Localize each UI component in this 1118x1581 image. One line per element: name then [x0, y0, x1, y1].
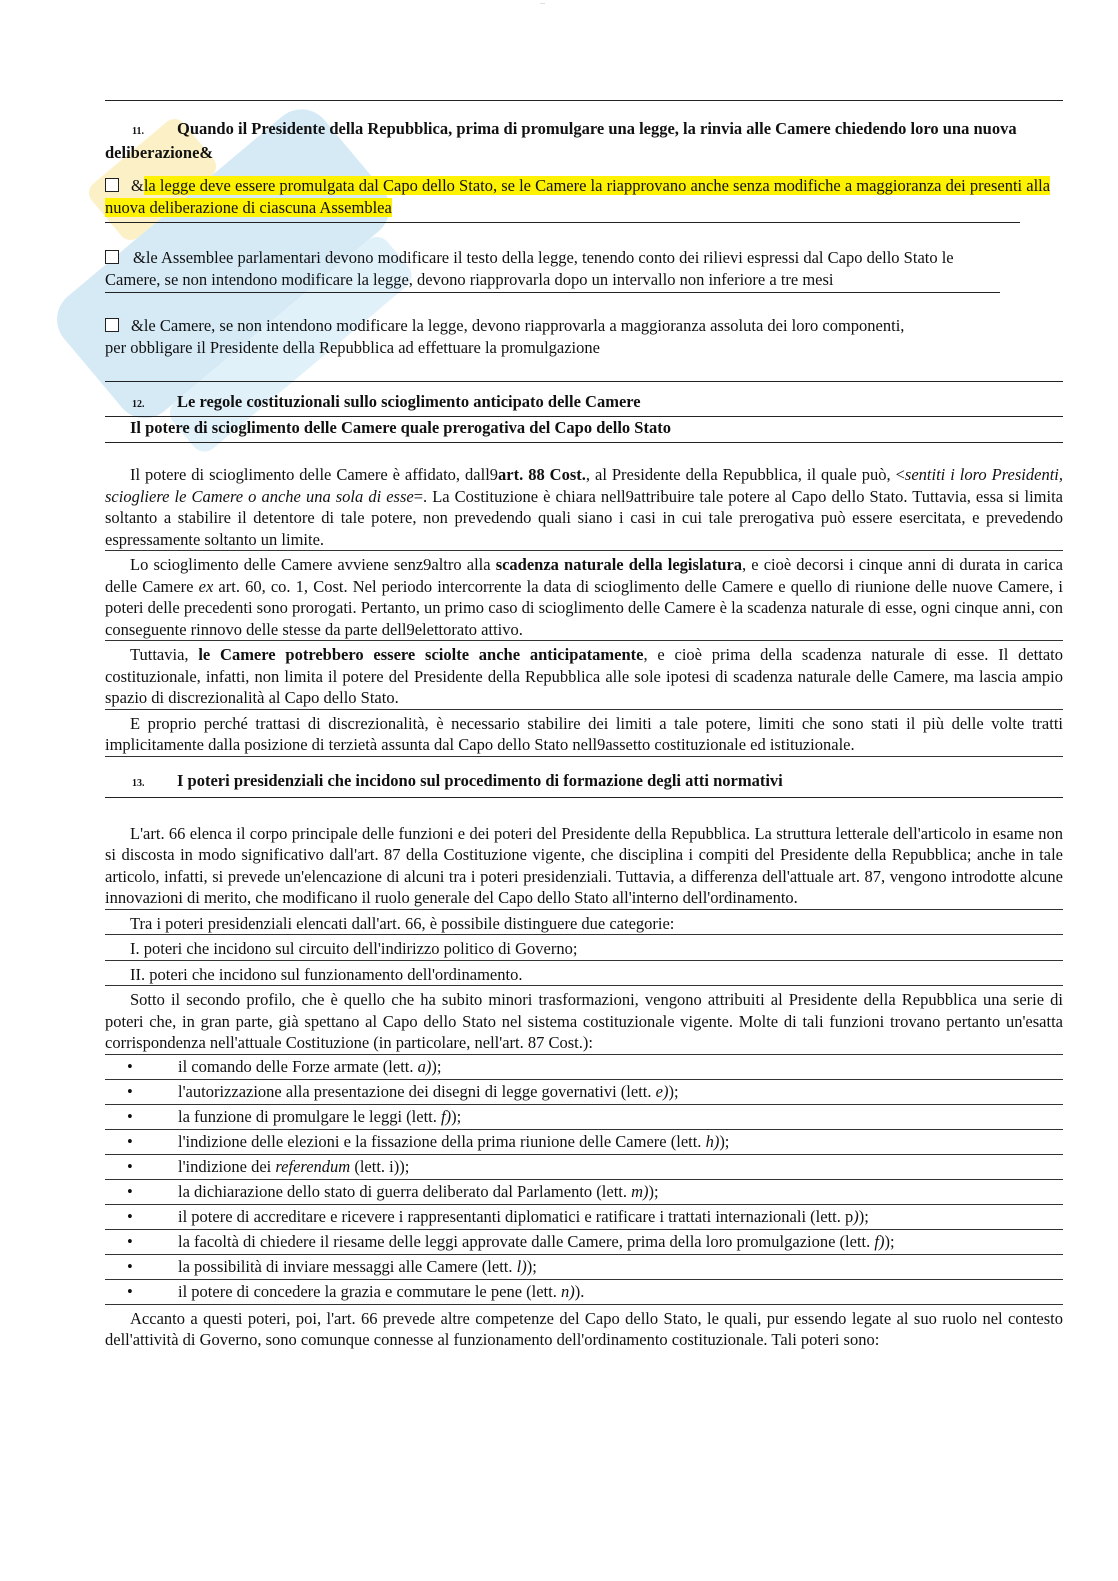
list-item: • l'indizione delle elezioni e la fissazione della prima riunione delle Camere (lett. h)); — [105, 1130, 1063, 1155]
divider — [105, 292, 1000, 293]
list-item: • la facoltà di chiedere il riesame delle leggi approvate dalle Camere, prima della loro promulgazione (lett. f)); — [105, 1230, 1063, 1255]
bullet-icon: • — [127, 1131, 133, 1151]
bullet-icon: • — [127, 1156, 133, 1176]
list-item: • la funzione di promulgare le leggi (lett. f)); — [105, 1105, 1063, 1130]
list-item: • l'indizione dei referendum (lett. i)); — [105, 1155, 1063, 1180]
bullet-icon: • — [127, 1256, 133, 1276]
bullet-icon: • — [127, 1231, 133, 1251]
option-3[interactable]: &le Camere, se non intendono modificare la legge, devono riapprovarla a maggioranza assoluta dei loro componenti, per obbligare il Presidente della Repubblica ad effettuare la promulgazione — [105, 316, 905, 357]
bullet-icon: • — [127, 1081, 133, 1101]
divider — [105, 797, 1063, 798]
top-rule — [105, 100, 1063, 101]
list-item: • la possibilità di inviare messaggi alle Camere (lett. l)); — [105, 1255, 1063, 1280]
question-number: 12. — [132, 399, 145, 410]
question-13-title: 13. I poteri presidenziali che incidono sul procedimento di formazione degli atti normativi — [105, 770, 1063, 795]
divider — [105, 222, 1020, 223]
paragraph-6: Tra i poteri presidenziali elencati dall'art. 66, è possibile distinguere due categorie: — [105, 913, 1063, 936]
paragraph-2: Lo scioglimento delle Camere avviene senz9altro alla scadenza naturale della legislatura, e cioè decorsi i cinque anni di durata in carica delle Camere ex art. 60, co. 1, Cost. Nel periodo intercorrente la data di scioglimento delle Camere e quello di riunione delle nuove Camere, i poteri delle precedenti sono prorogati. Pertanto, un primo caso di scioglimento delle Camere è la scadenza naturale di esse, ogni cinque anni, con conseguente rinnovo delle stesse da parte dell9elettorato attivo. — [105, 554, 1063, 641]
option-1[interactable]: &la legge deve essere promulgata dal Capo dello Stato, se le Camere la riapprovano anche senza modifiche a maggioranza dei presenti alla nuova deliberazione di ciascuna Assemblea — [105, 176, 1051, 217]
powers-list — [105, 1055, 1063, 1305]
bullet-icon: • — [127, 1106, 133, 1126]
highlighted-answer: la legge deve essere promulgata dal Capo dello Stato, se le Camere la riapprovano anche senza modifiche a maggioranza dei presenti alla nuova deliberazione di ciascuna Assemblea — [105, 176, 1051, 217]
section-subtitle: Il potere di scioglimento delle Camere quale prerogativa del Capo dello Stato — [130, 418, 671, 437]
question-12-title: 12. Le regole costituzionali sullo scioglimento anticipato delle Camere — [105, 391, 1063, 416]
list-item: • il comando delle Forze armate (lett. a)); — [105, 1055, 1063, 1080]
paragraph-3: Tuttavia, le Camere potrebbero essere sciolte anche anticipatamente, e cioè prima della scadenza naturale di esse. Il dettato costituzionale, infatti, non limita il potere del Presidente della Repubblica alle sole ipotesi di scadenza naturale delle Camere, ma lascia ampio spazio di discrezionalità al Capo dello Stato. — [105, 644, 1063, 710]
list-item: • il potere di accreditare e ricevere i rappresentanti diplomatici e ratificare i trattati internazionali (lett. p)); — [105, 1205, 1063, 1230]
question-number: 11. — [132, 126, 144, 137]
bullet-icon: • — [127, 1056, 133, 1076]
document-page — [105, 100, 1063, 1351]
paragraph-8: Accanto a questi poteri, poi, l'art. 66 prevede altre competenze del Capo dello Stato, le quali, pur essendo legate al suo ruolo nel contesto dell'attività di Governo, sono comunque connesse al funzionamento dell'ordinamento costituzionale. Tali poteri sono: — [105, 1308, 1063, 1349]
checkbox[interactable] — [105, 178, 119, 192]
divider — [105, 381, 1063, 382]
bullet-icon: • — [127, 1281, 133, 1301]
paragraph-4: E proprio perché trattasi di discrezionalità, è necessario stabilire dei limiti a tale potere, limiti che sono stati il più delle volte tratti implicitamente dalla posizione di terzietà assunta dal Capo dello Stato nell9assetto costituzionale ed istituzionale. — [105, 713, 1063, 757]
bullet-icon: • — [127, 1181, 133, 1201]
option-2[interactable]: &le Assemblee parlamentari devono modificare il testo della legge, tenendo conto dei rilievi espressi dal Capo dello Stato le Camere, se non intendono modificare la legge, devono riapprovarla dopo un intervallo non inferiore a tre mesi — [105, 248, 954, 289]
checkbox[interactable] — [105, 318, 119, 332]
question-11-title: 11. Quando il Presidente della Repubblica, prima di promulgare una legge, la rinvia alle Camere chiedendo loro una nuova deliberazione& — [105, 119, 1017, 162]
paragraph-1: Il potere di scioglimento delle Camere è affidato, dall9art. 88 Cost., al Presidente della Repubblica, il quale può, <sentiti i loro Presidenti, sciogliere le Camere o anche una sola di esse=. La Costituzione è chiara nell9attribuire tale potere al Capo dello Stato. Tuttavia, essa si limita soltanto a stabilire il detentore di tale potere, non prevedendo quali siano i casi in cui tale prerogativa può essere esercitata, e prevedendo espressamente soltanto un limite. — [105, 464, 1063, 551]
checkbox[interactable] — [105, 250, 119, 264]
list-item: • l'autorizzazione alla presentazione dei disegni di legge governativi (lett. e)); — [105, 1080, 1063, 1105]
bullet-icon: • — [127, 1206, 133, 1226]
paragraph-7: Sotto il secondo profilo, che è quello che ha subito minori trasformazioni, vengono attribuiti al Presidente della Repubblica una serie di poteri che, in gran parte, già spettano al Capo dello Stato nel sistema costituzionale vigente. Molte di tali funzioni trovano pertanto un'esatta corrispondenza nell'attuale Costituzione (in particolare, nell'art. 87 Cost.): — [105, 989, 1063, 1055]
top-mark: --- — [540, 2, 545, 7]
list-item: • il potere di concedere la grazia e commutare le pene (lett. n)). — [105, 1280, 1063, 1305]
category-2: II. poteri che incidono sul funzionamento dell'ordinamento. — [105, 964, 1063, 987]
list-item: • la dichiarazione dello stato di guerra deliberato dal Parlamento (lett. m)); — [105, 1180, 1063, 1205]
question-number: 13. — [132, 777, 145, 789]
category-1: I. poteri che incidono sul circuito dell'indirizzo politico di Governo; — [105, 938, 1063, 961]
divider — [105, 442, 1063, 443]
paragraph-5: L'art. 66 elenca il corpo principale delle funzioni e dei poteri del Presidente della Repubblica. La struttura letterale dell'articolo in esame non si discosta in modo significativo dall'art. 87 della Costituzione vigente, che disciplina i compiti del Presidente della Repubblica; anche in tale articolo, infatti, si prevede un'elencazione di alcuni tra i poteri presidenziali. Tuttavia, a differenza dell'attuale art. 87, vengono introdotte alcune innovazioni di merito, che modificano il ruolo generale del Capo dello Stato all'interno dell'ordinamento. — [105, 823, 1063, 910]
